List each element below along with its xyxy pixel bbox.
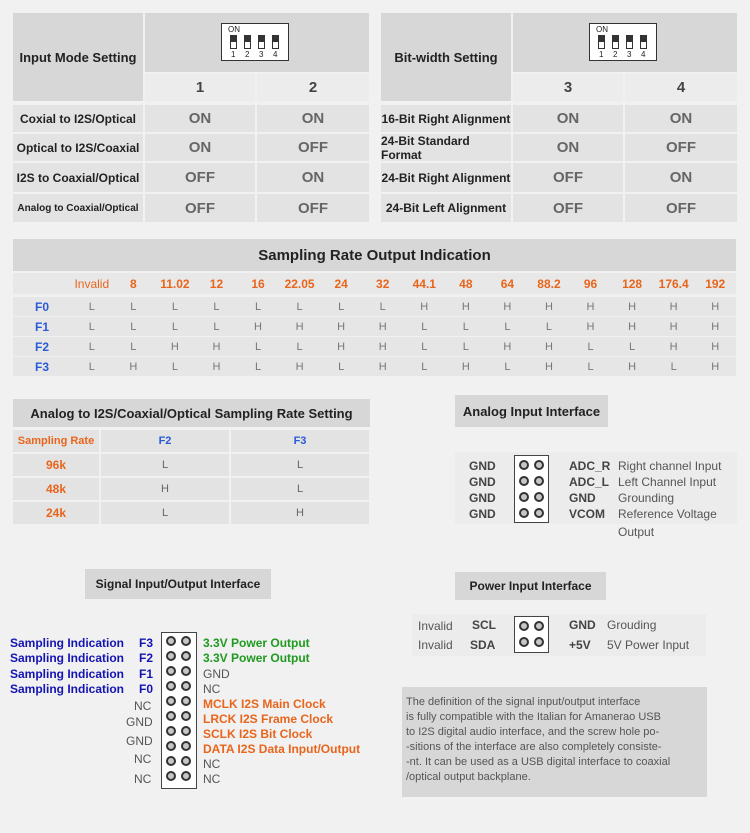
pin-label: NC: [134, 752, 152, 766]
level-value: L: [504, 360, 511, 373]
level-value: H: [212, 340, 221, 353]
bit-value: ON: [513, 105, 623, 132]
col-4-header: 4: [625, 74, 737, 101]
dip-switch-icon: ON 1 2 3 4: [589, 23, 657, 61]
bit-value: OFF: [513, 194, 623, 222]
level-value: L: [171, 320, 178, 333]
sampling-row: [13, 297, 736, 316]
pin-description: Right channel Input: [618, 459, 722, 473]
sampling-indication-label: Sampling Indication: [10, 682, 125, 696]
level-value: H: [544, 300, 553, 313]
f3-header: F3: [231, 430, 369, 452]
pin-label: F2: [139, 651, 154, 665]
pin-function: DATA I2S Data Input/Output: [203, 742, 361, 756]
level-value: L: [88, 300, 95, 313]
bit-row-label: 24-Bit Right Alignment: [381, 163, 511, 192]
mode-row-label: Coxial to I2S/Optical: [13, 105, 143, 132]
power-input-title: Power Input Interface: [455, 572, 606, 600]
level-value: L: [545, 320, 553, 333]
level-value: L: [130, 300, 137, 313]
level-value: L: [88, 320, 95, 333]
pin-label: GND: [126, 715, 153, 729]
level-value: H: [711, 300, 720, 313]
pin-label: Invalid: [418, 619, 453, 633]
pin-label: NC: [134, 772, 152, 786]
rate-value: 96k: [13, 454, 99, 476]
bit-value: OFF: [625, 194, 737, 222]
bit-value: OFF: [513, 163, 623, 192]
level-value: L: [213, 300, 220, 313]
level-value: H: [254, 320, 262, 333]
level-value: H: [669, 300, 678, 313]
level-value: H: [711, 360, 720, 373]
level-value: L: [421, 320, 428, 333]
level-value: L: [504, 320, 511, 333]
level-value: L: [296, 340, 303, 353]
pin-description: Left Channel Input: [618, 475, 717, 489]
note-line: The definition of the signal input/output interface: [406, 696, 641, 708]
f2-value: L: [101, 502, 229, 524]
pin-label: GND: [469, 475, 496, 489]
pin-function: LRCK I2S Frame Clock: [203, 712, 334, 726]
level-value: L: [171, 360, 178, 373]
sampling-rate-header: 128: [622, 276, 643, 291]
level-value: H: [544, 360, 553, 373]
sampling-rate-header: 192: [705, 276, 726, 291]
dip-switch-cell: [145, 13, 369, 72]
level-value: H: [461, 360, 470, 373]
pin-label: F3: [139, 636, 154, 650]
pin-description: Reference Voltage: [618, 507, 717, 521]
sampling-rate-header: 32: [376, 276, 390, 291]
dip-switch-cell: [513, 13, 737, 72]
sampling-rate-header: 12: [209, 276, 224, 291]
sampling-rate-header: 22.05: [284, 276, 315, 291]
pin-label: Invalid: [418, 638, 453, 652]
level-value: H: [378, 340, 387, 353]
sampling-rate-header: 64: [500, 276, 515, 291]
level-value: L: [629, 340, 636, 353]
sampling-title: Sampling Rate Output Indication: [13, 239, 736, 271]
f3-value: L: [231, 454, 369, 476]
pin-description: Output: [618, 525, 655, 539]
pin-label: F1: [139, 667, 154, 681]
level-value: L: [254, 300, 262, 313]
level-value: H: [337, 320, 346, 333]
level-value: H: [295, 360, 304, 373]
sampling-header-row: [13, 273, 736, 294]
level-value: L: [462, 340, 469, 353]
level-value: H: [711, 340, 720, 353]
sampling-rate-header: 24: [334, 276, 348, 291]
level-value: H: [586, 300, 595, 313]
pin-label: GND: [569, 618, 596, 632]
level-value: H: [420, 300, 429, 313]
level-value: H: [129, 360, 138, 373]
bit-row-label: 24-Bit Standard Format: [381, 134, 511, 161]
level-value: H: [337, 340, 346, 353]
sampling-rate-header: 44.1: [412, 276, 436, 291]
bit-value: ON: [625, 163, 737, 192]
mode-value: ON: [257, 163, 369, 192]
level-value: L: [338, 300, 345, 313]
signal-pin-header: [161, 632, 197, 789]
pin-function: 3.3V Power Output: [203, 651, 310, 665]
signal-name: F2: [34, 339, 49, 354]
pin-label: ADC_L: [569, 475, 610, 489]
pin-description: 5V Power Input: [607, 638, 690, 652]
sampling-row: [13, 317, 736, 336]
mode-value: ON: [145, 134, 255, 161]
signal-name: F3: [34, 359, 49, 374]
f2-value: H: [101, 478, 229, 500]
sampling-rate-header: 11.02: [160, 276, 190, 291]
pin-function: NC: [203, 757, 221, 771]
col-3-header: 3: [513, 74, 623, 101]
bit-row-label: 16-Bit Right Alignment: [381, 105, 511, 132]
pin-description: Grouding: [607, 618, 657, 632]
signal-io-title: Signal Input/Output Interface: [85, 569, 271, 599]
mode-value: OFF: [257, 194, 369, 222]
analog-input-title: Analog Input Interface: [455, 395, 608, 427]
pin-label: SDA: [470, 638, 496, 652]
signal-name: F0: [34, 299, 49, 314]
level-value: L: [171, 300, 178, 313]
level-value: H: [586, 320, 595, 333]
level-value: H: [711, 320, 720, 333]
pin-label: NC: [134, 699, 152, 713]
rate-value: 48k: [13, 478, 99, 500]
mode-row-label: Optical to I2S/Coaxial: [13, 134, 143, 161]
pin-label: GND: [469, 491, 496, 505]
mode-value: ON: [145, 105, 255, 132]
level-value: L: [88, 340, 95, 353]
pin-label: GND: [469, 507, 496, 521]
sampling-rate-header: 16: [251, 276, 265, 291]
mode-value: OFF: [145, 194, 255, 222]
note-line: is fully compatible with the Italian for Amanerao USB: [406, 711, 661, 723]
level-value: L: [587, 340, 594, 353]
level-value: L: [296, 300, 303, 313]
compatibility-note: [402, 687, 707, 797]
level-value: H: [461, 300, 470, 313]
bit-value: OFF: [625, 134, 737, 161]
pin-label: F0: [139, 682, 154, 696]
bit-value: ON: [625, 105, 737, 132]
level-value: H: [378, 320, 387, 333]
bit-width-title: Bit-width Setting: [381, 13, 511, 101]
level-value: L: [254, 360, 262, 373]
analog-rate-title: Analog to I2S/Coaxial/Optical Sampling Rate Setting: [13, 399, 370, 427]
level-value: L: [338, 360, 345, 373]
pin-description: Grounding: [618, 491, 675, 505]
level-value: L: [421, 340, 428, 353]
bit-value: ON: [513, 134, 623, 161]
level-value: L: [213, 320, 220, 333]
sampling-rate-header: Sampling Rate: [13, 430, 99, 452]
col-1-header: 1: [145, 74, 255, 101]
f2-header: F2: [101, 430, 229, 452]
note-line: /optical output backplane.: [406, 771, 531, 783]
level-value: H: [378, 360, 387, 373]
bit-row-label: 24-Bit Left Alignment: [381, 194, 511, 222]
sampling-rate-header: 48: [459, 276, 473, 291]
level-value: H: [544, 340, 553, 353]
analog-pin-header: [514, 455, 549, 523]
f3-value: L: [231, 478, 369, 500]
pin-label: ADC_R: [569, 459, 611, 473]
input-mode-title: Input Mode Setting: [13, 13, 143, 101]
pin-label: GND: [569, 491, 596, 505]
level-value: L: [88, 360, 95, 373]
signal-name: F1: [34, 319, 49, 334]
pin-function: NC: [203, 682, 221, 696]
note-line: -nt. It can be used as a USB digital interface to coaxial: [406, 756, 671, 768]
mode-row-label: Analog to Coaxial/Optical: [13, 194, 143, 222]
pin-label: +5V: [569, 638, 591, 652]
f3-value: H: [231, 502, 369, 524]
level-value: L: [462, 320, 469, 333]
level-value: L: [130, 340, 137, 353]
pin-label: SCL: [472, 618, 496, 632]
mode-value: ON: [257, 105, 369, 132]
pin-label: GND: [126, 734, 153, 748]
level-value: H: [628, 360, 637, 373]
col-2-header: 2: [257, 74, 369, 101]
power-pin-header: [514, 616, 549, 653]
sampling-rate-header: 88.2: [537, 276, 561, 291]
sampling-row: [13, 337, 736, 356]
level-value: H: [628, 320, 637, 333]
note-line: -sitions of the interface are also completely consiste-: [406, 741, 662, 753]
level-value: H: [503, 340, 512, 353]
sampling-indication-label: Sampling Indication: [10, 651, 125, 665]
sampling-row: [13, 357, 736, 376]
level-value: L: [587, 360, 594, 373]
level-value: H: [212, 360, 221, 373]
level-value: L: [670, 360, 677, 373]
pin-label: VCOM: [569, 507, 605, 521]
sampling-rate-header: 8: [130, 276, 137, 291]
sampling-indication-label: Sampling Indication: [10, 667, 125, 681]
level-value: L: [130, 320, 137, 333]
note-line: to I2S digital audio interface, and the screw hole po-: [406, 726, 660, 738]
level-value: L: [379, 300, 386, 313]
dip-switch-icon: ON 1 2 3 4: [221, 23, 289, 61]
level-value: H: [669, 340, 678, 353]
sampling-rate-header: 96: [583, 276, 598, 291]
sampling-rate-header: Invalid: [74, 276, 110, 291]
level-value: L: [254, 340, 262, 353]
pin-function: GND: [203, 667, 230, 681]
pin-function: NC: [203, 772, 221, 786]
sampling-indication-label: Sampling Indication: [10, 636, 125, 650]
level-value: H: [170, 340, 179, 353]
level-value: H: [628, 300, 637, 313]
level-value: L: [421, 360, 428, 373]
mode-row-label: I2S to Coaxial/Optical: [13, 163, 143, 192]
f2-value: L: [101, 454, 229, 476]
rate-value: 24k: [13, 502, 99, 524]
level-value: H: [503, 300, 512, 313]
pin-function: SCLK I2S Bit Clock: [203, 727, 313, 741]
level-value: H: [669, 320, 678, 333]
pin-function: 3.3V Power Output: [203, 636, 310, 650]
pin-function: MCLK I2S Main Clock: [203, 697, 326, 711]
level-value: H: [295, 320, 304, 333]
sampling-rate-header: 176.4: [658, 276, 689, 291]
mode-value: OFF: [145, 163, 255, 192]
mode-value: OFF: [257, 134, 369, 161]
pin-label: GND: [469, 459, 496, 473]
